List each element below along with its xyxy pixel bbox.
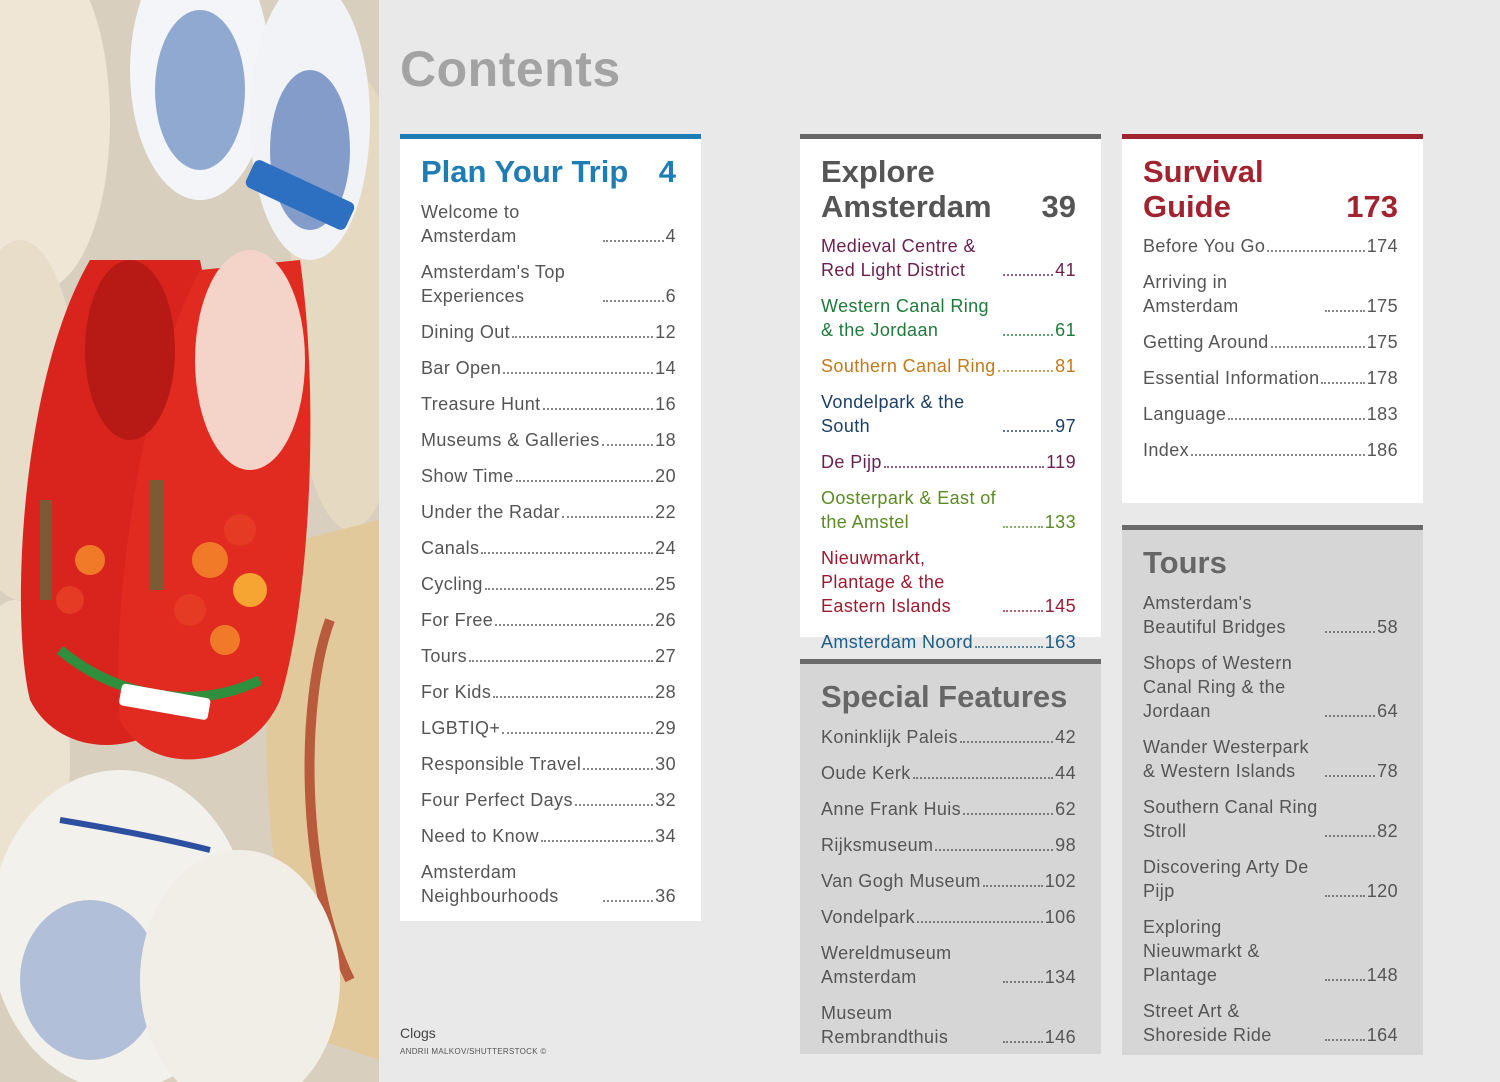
- toc-entry: [821, 905, 1076, 929]
- dot-leader: [603, 900, 653, 902]
- survival-guide-section: [1122, 134, 1423, 503]
- toc-entry-label: Exploring Nieuwmarkt & Plantage: [1143, 916, 1260, 985]
- toc-entry: [1143, 234, 1398, 258]
- dot-leader: [493, 696, 653, 698]
- toc-entry-label: Vondelpark: [821, 906, 916, 927]
- section-title: Explore Amsterdam: [821, 154, 992, 224]
- explore-amsterdam-header: [821, 155, 1076, 224]
- dot-leader: [481, 552, 653, 554]
- toc-entry-label: Nieuwmarkt, Plantage & the Eastern Islands: [821, 548, 952, 617]
- dot-leader: [913, 777, 1054, 779]
- toc-entry-page: 30: [655, 753, 676, 774]
- toc-entry: [421, 860, 676, 908]
- dot-leader: [983, 885, 1043, 887]
- toc-entry-page: 14: [655, 357, 676, 378]
- toc-entry: [821, 486, 1076, 534]
- dot-leader: [1267, 250, 1364, 252]
- toc-entry-page: 163: [1044, 632, 1076, 653]
- toc-entry: [821, 354, 1076, 378]
- toc-entry: [821, 869, 1076, 893]
- toc-entry-label: Street Art & Shoreside Ride: [1143, 1000, 1272, 1045]
- dot-leader: [1325, 310, 1365, 312]
- dot-leader: [469, 660, 653, 662]
- toc-entry-label: Treasure Hunt: [421, 393, 541, 414]
- dot-leader: [1325, 835, 1375, 837]
- dot-leader: [1325, 979, 1365, 981]
- section-title: Special Features: [821, 679, 1068, 714]
- toc-entry-label: Anne Frank Huis: [821, 798, 962, 819]
- toc-entry-page: 24: [655, 537, 676, 558]
- dot-leader: [1003, 274, 1053, 276]
- toc-entry-page: 6: [665, 285, 676, 306]
- toc-entry-page: 175: [1366, 332, 1398, 353]
- tours-list: [1143, 591, 1398, 1047]
- toc-entry: [421, 320, 676, 344]
- dot-leader: [960, 741, 1053, 743]
- toc-entry: [421, 752, 676, 776]
- toc-entry-label: Van Gogh Museum: [821, 870, 981, 891]
- toc-entry-page: 62: [1055, 798, 1076, 819]
- toc-entry: [421, 392, 676, 416]
- toc-entry: [421, 716, 676, 740]
- toc-entry-page: 28: [655, 681, 676, 702]
- toc-entry-page: 98: [1055, 834, 1076, 855]
- toc-entry: [1143, 735, 1398, 783]
- toc-entry-label: Dining Out: [421, 321, 511, 342]
- toc-entry-label: Discovering Arty De Pijp: [1143, 856, 1309, 901]
- tours-header: [1143, 546, 1398, 581]
- toc-entry-label: Amsterdam Noord: [821, 632, 974, 653]
- special-features-header: [821, 680, 1076, 715]
- toc-entry-page: 164: [1366, 1024, 1398, 1045]
- explore-amsterdam-section: [800, 134, 1101, 653]
- toc-entry: [421, 644, 676, 668]
- toc-entry: [421, 428, 676, 452]
- toc-entry-page: 183: [1366, 404, 1398, 425]
- toc-entry-label: Amsterdam Neighbourhoods: [421, 861, 559, 906]
- special-features-list: [821, 725, 1076, 1049]
- toc-entry: [821, 725, 1076, 749]
- toc-entry: [1143, 270, 1398, 318]
- toc-entry-page: 82: [1377, 820, 1398, 841]
- toc-entry: [1143, 402, 1398, 426]
- dot-leader: [1191, 454, 1365, 456]
- toc-entry: [421, 500, 676, 524]
- toc-entry-page: 174: [1366, 236, 1398, 257]
- toc-entry: [821, 630, 1076, 654]
- section-page: 173: [1346, 188, 1398, 224]
- toc-entry-label: Oosterpark & East of the Amstel: [821, 488, 997, 533]
- toc-entry-label: Show Time: [421, 465, 514, 486]
- toc-entry-page: 25: [655, 573, 676, 594]
- dot-leader: [512, 336, 653, 338]
- toc-entry-page: 22: [655, 501, 676, 522]
- toc-entry-page: 146: [1044, 1026, 1076, 1047]
- toc-entry: [1143, 591, 1398, 639]
- toc-entry-page: 36: [655, 885, 676, 906]
- toc-entry-label: Koninklijk Paleis: [821, 726, 958, 747]
- toc-entry-label: Cycling: [421, 573, 483, 594]
- toc-entry-page: 134: [1044, 966, 1076, 987]
- toc-entry-page: 41: [1055, 260, 1076, 281]
- toc-entry-label: Rijksmuseum: [821, 834, 934, 855]
- section-page: 39: [1041, 188, 1076, 224]
- toc-entry-page: 18: [655, 429, 676, 450]
- toc-entry-label: Language: [1143, 404, 1227, 425]
- toc-entry-label: Essential Information: [1143, 368, 1320, 389]
- toc-entry: [821, 797, 1076, 821]
- toc-entry: [821, 546, 1076, 618]
- toc-entry-label: Getting Around: [1143, 332, 1269, 353]
- toc-entry: [1143, 999, 1398, 1047]
- dot-leader: [503, 372, 653, 374]
- toc-entry: [821, 1001, 1076, 1049]
- section-title: Survival Guide: [1143, 154, 1264, 224]
- toc-entry: [421, 824, 676, 848]
- dot-leader: [602, 444, 654, 446]
- toc-entry: [421, 200, 676, 248]
- toc-entry: [421, 260, 676, 308]
- toc-entry: [1143, 651, 1398, 723]
- section-title: Tours: [1143, 545, 1227, 580]
- toc-entry-label: Museum Rembrandthuis: [821, 1002, 949, 1047]
- toc-entry: [1143, 915, 1398, 987]
- toc-entry-page: 58: [1377, 616, 1398, 637]
- dot-leader: [603, 300, 664, 302]
- toc-entry: [421, 536, 676, 560]
- toc-entry-label: Need to Know: [421, 825, 539, 846]
- toc-entry-page: 78: [1377, 760, 1398, 781]
- toc-entry-page: 16: [655, 393, 676, 414]
- toc-entry: [421, 680, 676, 704]
- toc-entry-page: 27: [655, 645, 676, 666]
- dot-leader: [516, 480, 654, 482]
- toc-entry: [821, 941, 1076, 989]
- dot-leader: [884, 466, 1044, 468]
- toc-entry: [821, 390, 1076, 438]
- page-title: Contents: [400, 41, 621, 97]
- toc-entry-label: For Free: [421, 609, 494, 630]
- toc-entry: [1143, 438, 1398, 462]
- tours-section: [1122, 525, 1423, 1055]
- toc-entry-label: For Kids: [421, 681, 492, 702]
- dot-leader: [1003, 526, 1043, 528]
- toc-entry-label: Canals: [421, 537, 480, 558]
- dot-leader: [917, 921, 1043, 923]
- toc-entry-page: 97: [1055, 416, 1076, 437]
- toc-entry-page: 34: [655, 825, 676, 846]
- toc-entry: [421, 788, 676, 812]
- dot-leader: [1325, 715, 1375, 717]
- dot-leader: [1003, 430, 1053, 432]
- toc-entry-page: 42: [1055, 726, 1076, 747]
- dot-leader: [583, 768, 653, 770]
- dot-leader: [1271, 346, 1365, 348]
- dot-leader: [502, 732, 653, 734]
- toc-entry: [421, 572, 676, 596]
- dot-leader: [603, 240, 664, 242]
- toc-entry-label: Wander Westerpark & Western Islands: [1143, 736, 1309, 781]
- dot-leader: [1003, 1041, 1043, 1043]
- toc-entry-label: Arriving in Amsterdam: [1143, 272, 1239, 317]
- dot-leader: [541, 840, 653, 842]
- photo-credit: ANDRII MALKOV/SHUTTERSTOCK ©: [400, 1047, 547, 1056]
- toc-entry-label: Wereldmuseum Amsterdam: [821, 942, 952, 987]
- toc-entry-page: 20: [655, 465, 676, 486]
- toc-entry: [821, 234, 1076, 282]
- toc-entry-label: Museums & Galleries: [421, 429, 600, 450]
- explore-amsterdam-list: [821, 234, 1076, 654]
- photo-caption: Clogs: [400, 1025, 436, 1041]
- toc-entry-page: 175: [1366, 296, 1398, 317]
- toc-entry-label: Amsterdam's Top Experiences: [421, 261, 566, 306]
- toc-entry-page: 145: [1044, 596, 1076, 617]
- toc-entry-label: Before You Go: [1143, 236, 1266, 257]
- dot-leader: [1325, 775, 1375, 777]
- toc-entry-page: 119: [1046, 452, 1076, 473]
- toc-entry-label: LGBTIQ+: [421, 717, 501, 738]
- dot-leader: [1325, 895, 1365, 897]
- toc-entry-label: Responsible Travel: [421, 753, 582, 774]
- toc-entry: [821, 761, 1076, 785]
- toc-entry-page: 4: [665, 225, 676, 246]
- plan-your-trip-header: [421, 155, 676, 190]
- survival-guide-header: [1143, 155, 1398, 224]
- dot-leader: [1003, 334, 1053, 336]
- dot-leader: [1325, 1039, 1365, 1041]
- toc-entry-label: Western Canal Ring & the Jordaan: [821, 296, 989, 341]
- toc-entry-label: Bar Open: [421, 357, 502, 378]
- toc-entry-label: Vondelpark & the South: [821, 392, 965, 437]
- toc-entry-page: 120: [1366, 880, 1398, 901]
- toc-entry: [1143, 795, 1398, 843]
- dot-leader: [485, 588, 653, 590]
- toc-entry-page: 64: [1377, 700, 1398, 721]
- toc-entry: [421, 464, 676, 488]
- toc-entry-page: 26: [655, 609, 676, 630]
- toc-entry: [821, 833, 1076, 857]
- toc-entry-label: Oude Kerk: [821, 762, 911, 783]
- toc-entry: [1143, 366, 1398, 390]
- dot-leader: [1325, 631, 1375, 633]
- toc-entry-page: 148: [1366, 964, 1398, 985]
- dot-leader: [495, 624, 653, 626]
- dot-leader: [1321, 382, 1364, 384]
- special-features-section: [800, 659, 1101, 1054]
- toc-entry-label: Tours: [421, 645, 468, 666]
- toc-entry-page: 44: [1055, 762, 1076, 783]
- toc-entry-label: Welcome to Amsterdam: [421, 201, 520, 246]
- toc-entry-label: Four Perfect Days: [421, 789, 573, 810]
- survival-guide-list: [1143, 234, 1398, 462]
- plan-your-trip-list: [421, 200, 676, 908]
- dot-leader: [1003, 981, 1043, 983]
- toc-entry-label: Shops of Western Canal Ring & the Jordaan: [1143, 652, 1293, 721]
- toc-entry: [1143, 330, 1398, 354]
- dot-leader: [998, 370, 1053, 372]
- dot-leader: [935, 849, 1053, 851]
- toc-entry-label: Southern Canal Ring: [821, 356, 996, 377]
- toc-entry: [421, 608, 676, 632]
- dot-leader: [575, 804, 653, 806]
- dot-leader: [963, 813, 1053, 815]
- clogs-photo: [0, 0, 379, 1082]
- toc-entry: [821, 450, 1076, 474]
- toc-entry: [421, 356, 676, 380]
- dot-leader: [975, 646, 1043, 648]
- dot-leader: [562, 516, 653, 518]
- plan-your-trip-section: [400, 134, 701, 921]
- toc-entry-page: 186: [1366, 440, 1398, 461]
- toc-entry: [1143, 855, 1398, 903]
- toc-entry-page: 133: [1044, 512, 1076, 533]
- toc-entry-label: Medieval Centre & Red Light District: [821, 236, 976, 281]
- toc-entry-page: 81: [1055, 356, 1076, 377]
- toc-entry-label: Southern Canal Ring Stroll: [1143, 796, 1318, 841]
- toc-entry-page: 61: [1055, 320, 1076, 341]
- dot-leader: [543, 408, 654, 410]
- toc-entry-label: Amsterdam's Beautiful Bridges: [1143, 592, 1286, 637]
- toc-entry-page: 178: [1366, 368, 1398, 389]
- section-title: Plan Your Trip: [421, 154, 629, 189]
- toc-entry: [821, 294, 1076, 342]
- dot-leader: [1228, 418, 1364, 420]
- toc-entry-page: 12: [655, 321, 676, 342]
- toc-entry-page: 106: [1044, 906, 1076, 927]
- toc-entry-page: 29: [655, 717, 676, 738]
- dot-leader: [1003, 610, 1043, 612]
- toc-entry-page: 102: [1044, 870, 1076, 891]
- section-page: 4: [658, 154, 676, 189]
- toc-entry-label: Under the Radar: [421, 501, 561, 522]
- toc-entry-page: 32: [655, 789, 676, 810]
- toc-entry-label: Index: [1143, 440, 1190, 461]
- toc-entry-label: De Pijp: [821, 452, 882, 473]
